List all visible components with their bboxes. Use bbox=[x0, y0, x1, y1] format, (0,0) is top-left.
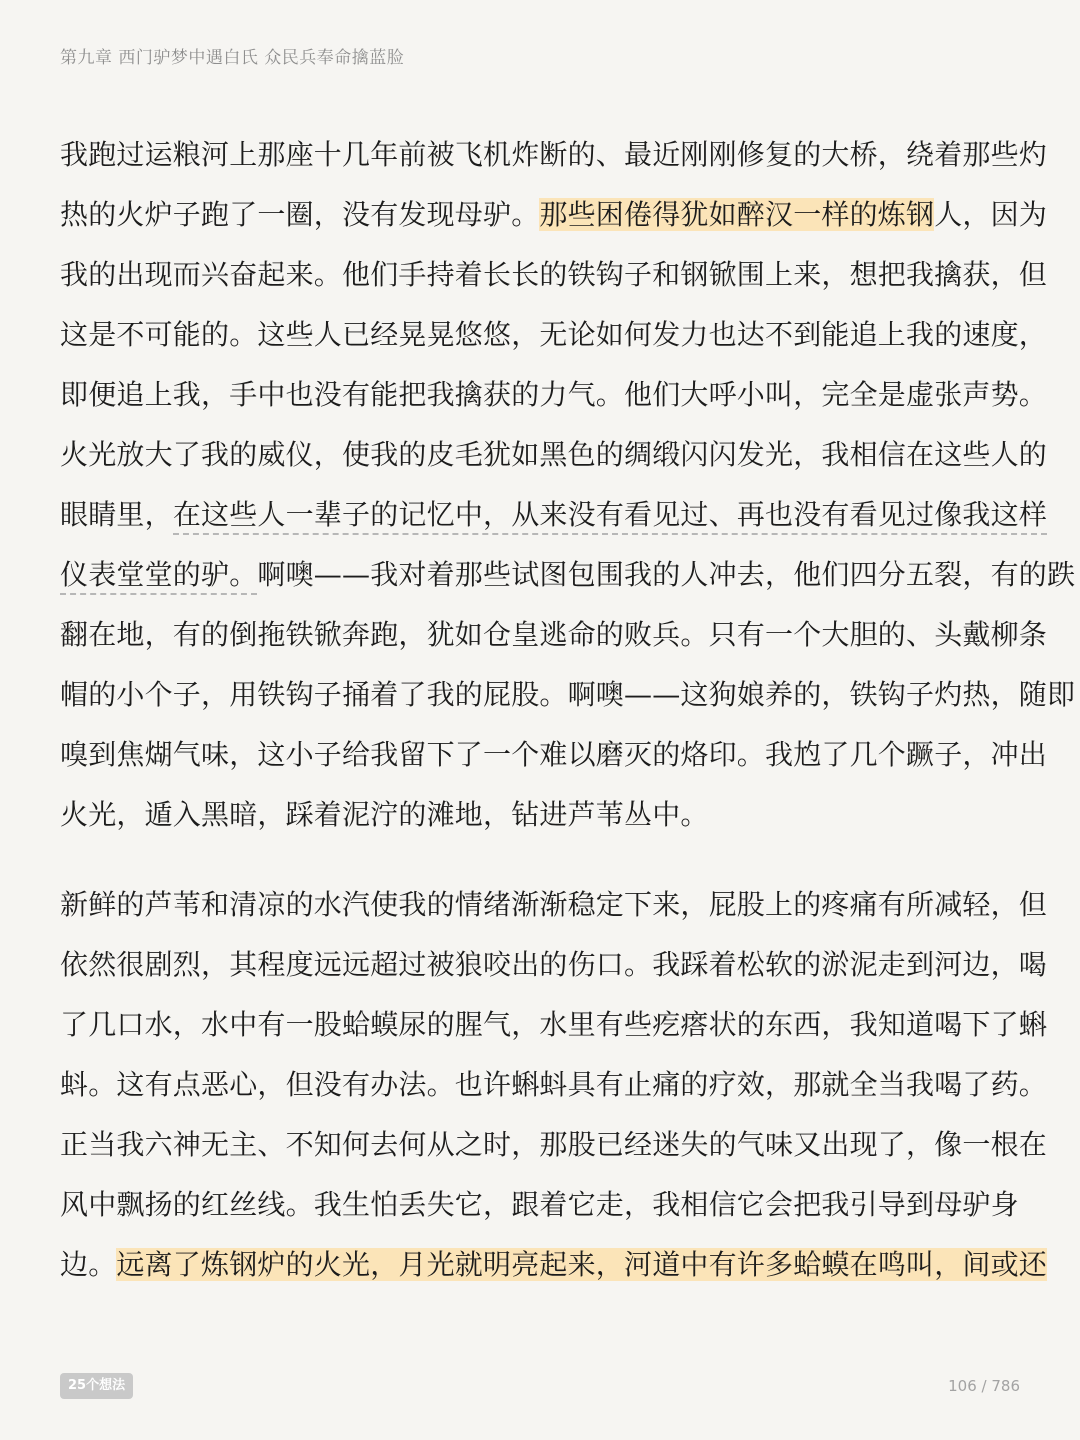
text-line bbox=[60, 1235, 1048, 1295]
text-segment: 了几口水，水中有一股蛤蟆尿的腥气，水里有些疙瘩状的东西，我知道喝下了蝌 bbox=[60, 1008, 1048, 1041]
chapter-title: 第九章 西门驴梦中遇白氏 众民兵奉命擒蓝脸 bbox=[60, 48, 405, 68]
text-line bbox=[60, 425, 1048, 485]
text-line bbox=[60, 305, 1048, 365]
text-segment: 边。 bbox=[60, 1248, 117, 1281]
text-segment: 热的火炉子跑了一圈，没有发现母驴。 bbox=[60, 198, 540, 231]
text-line bbox=[60, 125, 1048, 185]
text-line bbox=[60, 1175, 1020, 1235]
text-segment: 火光放大了我的威仪，使我的皮毛犹如黑色的绸缎闪闪发光，我相信在这些人的 bbox=[60, 438, 1048, 471]
text-segment: 翻在地，有的倒拖铁锨奔跑，犹如仓皇逃命的败兵。只有一个大胆的、头戴柳条 bbox=[60, 618, 1048, 651]
text-line bbox=[60, 725, 1048, 785]
underlined-text[interactable]: 在这些人一辈子的记忆中，从来没有看见过、再也没有看见过像我这样 bbox=[173, 498, 1047, 535]
text-segment: 蚪。这有点恶心，但没有办法。也许蝌蚪具有止痛的疗效，那就全当我喝了药。 bbox=[60, 1068, 1048, 1101]
text-segment: 人，因为 bbox=[934, 198, 1048, 231]
text-line bbox=[60, 605, 1048, 665]
highlighted-text[interactable]: 那些困倦得犹如醉汉一样的炼钢 bbox=[539, 198, 935, 231]
text-segment: 我的出现而兴奋起来。他们手持着长长的铁钩子和钢锨围上来，想把我擒获，但 bbox=[60, 258, 1048, 291]
text-segment: 风中飘扬的红丝线。我生怕丢失它，跟着它走，我相信它会把我引导到母驴身 bbox=[60, 1188, 1019, 1221]
text-line bbox=[60, 545, 1076, 605]
page-indicator: 106 / 786 bbox=[948, 1377, 1020, 1395]
reading-area[interactable] bbox=[60, 125, 1076, 1295]
thoughts-badge[interactable]: 25个想法 bbox=[60, 1373, 133, 1399]
highlighted-text[interactable]: 远离了炼钢炉的火光，月光就明亮起来，河道中有许多蛤蟆在鸣叫，间或还 bbox=[116, 1248, 1048, 1281]
text-line bbox=[60, 485, 1048, 545]
text-segment: 啊噢——我对着那些试图包围我的人冲去，他们四分五裂，有的跌 bbox=[257, 558, 1076, 591]
text-segment: 依然很剧烈，其程度远远超过被狼咬出的伤口。我踩着松软的淤泥走到河边，喝 bbox=[60, 948, 1048, 981]
text-line bbox=[60, 875, 1048, 935]
text-segment: 这是不可能的。这些人已经晃晃悠悠，无论如何发力也达不到能追上我的速度， bbox=[60, 318, 1048, 351]
text-line bbox=[60, 935, 1048, 995]
text-segment: 新鲜的芦苇和清凉的水汽使我的情绪渐渐稳定下来，屁股上的疼痛有所减轻，但 bbox=[60, 888, 1048, 921]
text-line bbox=[60, 785, 1020, 845]
paragraph bbox=[60, 125, 1076, 845]
text-segment: 帽的小个子，用铁钩子捅着了我的屁股。啊噢——这狗娘养的，铁钩子灼热，随即 bbox=[60, 678, 1076, 711]
text-segment: 正当我六神无主、不知何去何从之时，那股已经迷失的气味又出现了，像一根在 bbox=[60, 1128, 1048, 1161]
text-segment: 即便追上我，手中也没有能把我擒获的力气。他们大呼小叫，完全是虚张声势。 bbox=[60, 378, 1048, 411]
text-segment: 嗅到焦煳气味，这小子给我留下了一个难以磨灭的烙印。我尥了几个蹶子，冲出 bbox=[60, 738, 1048, 771]
text-line bbox=[60, 995, 1048, 1055]
text-line bbox=[60, 185, 1048, 245]
underlined-text[interactable]: 仪表堂堂的驴。 bbox=[60, 558, 257, 595]
text-segment: 火光，遁入黑暗，踩着泥泞的滩地，钻进芦苇丛中。 bbox=[60, 798, 709, 831]
text-line bbox=[60, 365, 1048, 425]
text-segment: 眼睛里， bbox=[60, 498, 173, 531]
paragraph bbox=[60, 875, 1048, 1295]
text-line bbox=[60, 245, 1048, 305]
text-segment: 我跑过运粮河上那座十几年前被飞机炸断的、最近刚刚修复的大桥，绕着那些灼 bbox=[60, 138, 1048, 171]
text-line bbox=[60, 1115, 1048, 1175]
text-line bbox=[60, 665, 1076, 725]
text-line bbox=[60, 1055, 1048, 1115]
